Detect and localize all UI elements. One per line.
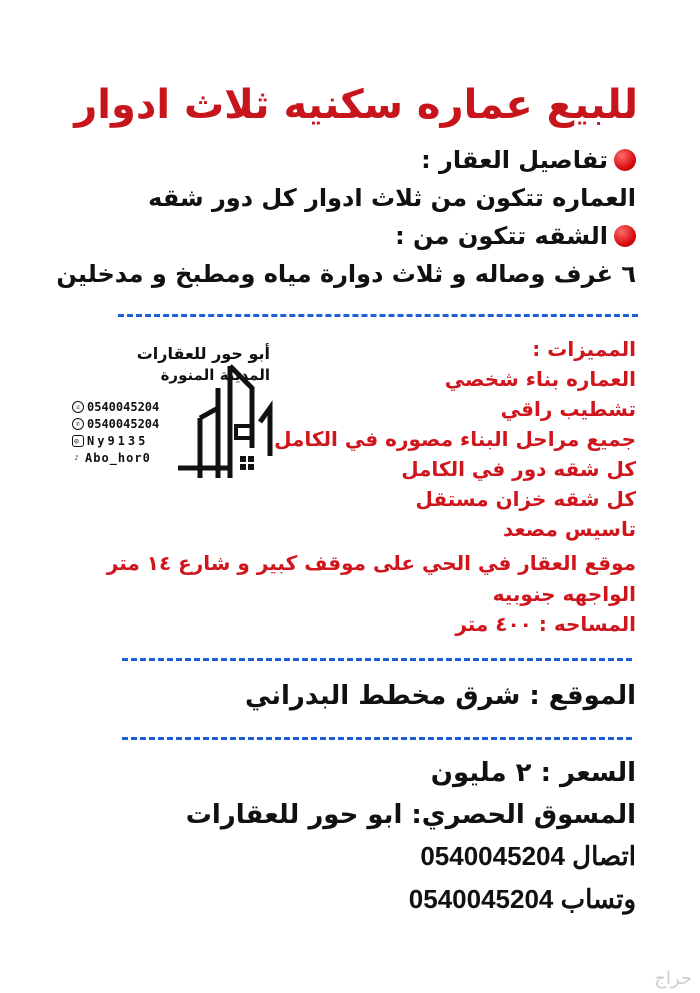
whatsapp-icon: ✆ — [72, 418, 84, 430]
logo-contact-row — [72, 451, 151, 465]
logo-contact-row — [72, 417, 159, 431]
feature-item: جميع مراحل البناء مصوره في الكامل — [274, 427, 636, 451]
apartment-heading: الشقه تتكون من : — [395, 222, 608, 250]
logo-contact-row — [72, 434, 148, 448]
apartment-heading-row — [395, 222, 636, 250]
feature-item: الواجهه جنوبيه — [492, 582, 636, 606]
features-heading: المميزات : — [532, 337, 636, 361]
logo-city: المدينة المنورة — [160, 366, 270, 384]
company-logo — [70, 340, 270, 490]
details-heading-row — [421, 146, 636, 174]
feature-item: العماره بناء شخصي — [444, 367, 636, 391]
call-number: اتصال 0540045204 — [420, 841, 636, 871]
price-text: السعر : ٢ مليون — [430, 758, 636, 788]
feature-item: تاسيس مصعد — [502, 517, 636, 541]
tiktok-icon: ♪ — [74, 454, 80, 462]
feature-item: تشطيب راقي — [500, 397, 636, 421]
logo-contact-row — [72, 400, 159, 414]
divider — [122, 737, 632, 740]
divider — [118, 314, 638, 317]
location-text: الموقع : شرق مخطط البدراني — [244, 681, 636, 711]
details-text: العماره تتكون من ثلاث ادوار كل دور شقه — [148, 184, 636, 212]
divider — [122, 658, 632, 661]
logo-whatsapp: 0540045204 — [87, 417, 160, 431]
feature-item: كل شقه خزان مستقل — [415, 487, 636, 511]
logo-phone: 0540045204 — [87, 400, 160, 414]
apartment-text: ٦ غرف وصاله و ثلاث دوارة مياه ومطبخ و مدخلين — [56, 260, 636, 288]
instagram-icon: ◎ — [72, 435, 84, 447]
building-logo-icon — [160, 348, 280, 488]
logo-company-name: أبو حور للعقارات — [136, 344, 270, 363]
feature-item: كل شقه دور في الكامل — [401, 457, 636, 481]
logo-tiktok: Abo_hor0 — [85, 451, 151, 465]
red-circle-icon — [614, 149, 636, 171]
details-heading: تفاصيل العقار : — [421, 146, 608, 174]
phone-icon: ☏ — [72, 401, 84, 413]
page-title: للبيع عماره سكنيه ثلاث ادوار — [74, 82, 638, 128]
logo-instagram: Ny9135 — [87, 434, 149, 448]
feature-item: موقع العقار في الحي على موقف كبير و شارع ١٤ متر — [106, 551, 636, 575]
marketer-text: المسوق الحصري: ابو حور للعقارات — [185, 800, 636, 830]
watermark-logo: حراج — [654, 968, 692, 989]
red-circle-icon — [614, 225, 636, 247]
feature-item: المساحه : ٤٠٠ متر — [455, 612, 636, 636]
whatsapp-number: وتساب 0540045204 — [408, 884, 636, 914]
